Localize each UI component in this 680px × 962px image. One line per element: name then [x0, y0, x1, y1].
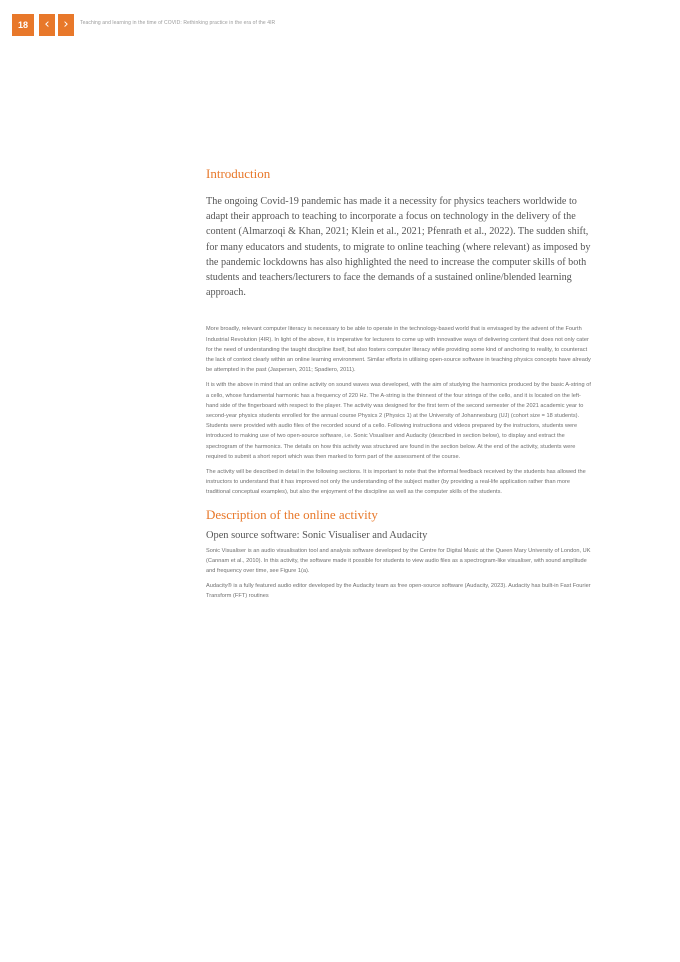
- previous-page-button[interactable]: [39, 14, 55, 36]
- page-number: 18: [12, 14, 34, 36]
- description-heading: Description of the online activity: [206, 506, 378, 522]
- body-paragraph: More broadly, relevant computer literacy is necessary to be able to operate in the technology-based world that is envisaged by the advent of the Fourth Industrial Revolution (4IR). In light of the above, it is imperative for lecturers to come up with innovative ways of delivering content that does not only cater for the need of understanding the taught discipline itself, but also fosters computer literacy while providing some kind of anchoring to reality, to counteract the lack of context clearly within an online learning environment. Similar efforts in utilising open-source software in teaching physics concepts have already be attempted in the past (Jaspersen, 2011; Spadiero, 2011).: [206, 326, 591, 374]
- software-subheading: Open source software: Sonic Visualiser and Audacity: [206, 529, 428, 541]
- lead-paragraph: The ongoing Covid-19 pandemic has made it a necessity for physics teachers worldwide to adapt their approach to teaching to incorporate a focus on technology in the delivery of the content (Almarzoqi & Khan, 2021; Klein et al., 2021; Pfenrath et al., 2022). The sudden shift, for many educators and students, to migrate to online teaching (where relevant) as imposed by the pandemic lockdowns has also highlighted the need to increase the computer skills of both students and teachers/lecturers to face the demands of a sustained online/blended learning approach.: [206, 196, 591, 299]
- running-head: Teaching and learning in the time of COVID: Rethinking practice in the era of the 4IR: [80, 20, 276, 26]
- body-paragraph: It is with the above in mind that an online activity on sound waves was developed, with the aim of studying the harmonics produced by the basic A-string of a cello, whose fundamental harmonic has a frequency of 220 Hz. The A-string is the thinnest of the four strings of the cello, and it is located on the left-hand side of the fingerboard with respect to the player. The activity was designed for the first term of the second semester of the 2021 academic year to second-year physics students enrolled for the annual course Physics 2 (Physics 1) at the University of Johannesburg (UJ) (cohort size = 18 students). Students were provided with audio files of the recorded sound of a cello. Following instructions and videos prepared by the instructors, students were introduced to making use of two open-source software, i.e. Sonic Visualiser and Audacity (described in section below), to display and extract the spectrogram of the harmonics. The details on how this activity was structured are found in the section below. At the end of the activity, students were required to submit a short report which was then marked to form part of the assessment of the course.: [206, 382, 591, 460]
- body-paragraph: Sonic Visualiser is an audio visualisation tool and analysis software developed by the Centre for Digital Music at the Queen Mary University of London, UK (Cannam et al., 2010). In this activity, the software made it possible for students to view audio files as a spectrogram-like visualiser, with sound amplitude and frequency over time, see Figure 1(a).: [206, 547, 591, 575]
- chevron-left-icon: ‹: [44, 17, 50, 32]
- body-paragraph: Audacity® is a fully featured audio editor developed by the Audacity team as free open-source software (Audacity, 2023). Audacity has built-in Fast Fourier Transform (FFT) routines: [206, 583, 591, 600]
- introduction-heading: Introduction: [206, 166, 271, 181]
- chevron-right-icon: ›: [63, 17, 69, 32]
- body-paragraph: The activity will be described in detail in the following sections. It is important to note that the informal feedback received by the students has allowed the instructors to understand that it has improved not only the understanding of the subject matter (by providing a real-life application rather than more traditional conceptual examples), but also the enjoyment of the discipline as well as the computer skills of the students.: [206, 469, 586, 496]
- next-page-button[interactable]: [58, 14, 74, 36]
- article-content: [206, 166, 592, 607]
- page-header: [0, 0, 680, 44]
